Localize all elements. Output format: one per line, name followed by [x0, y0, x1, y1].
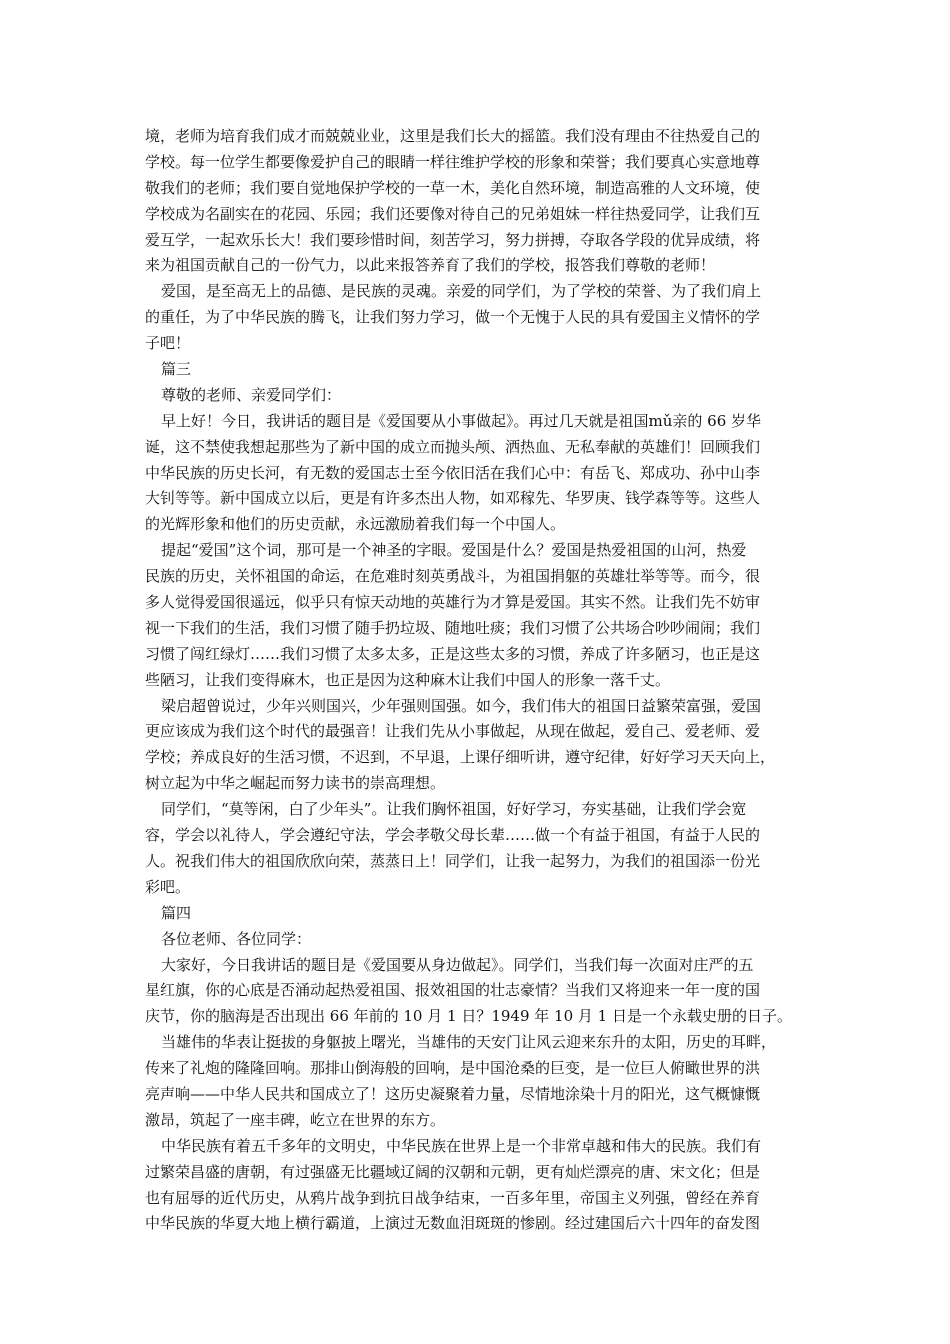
text-line: 敬我们的老师；我们要自觉地保护学校的一草一木，美化自然环境，制造高雅的人文环境，使 [145, 178, 761, 197]
text-line: 来为祖国贡献自己的一份气力，以此来报答养育了我们的学校，报答我们尊敬的老师！ [145, 256, 716, 275]
text-line: 些陋习，让我们变得麻木，也正是因为这种麻木让我们中国人的形象一落千丈。 [145, 670, 671, 689]
document-page [145, 124, 807, 1237]
text-line: 过繁荣昌盛的唐朝，有过强盛无比疆域辽阔的汉朝和元朝，更有灿烂漂亮的唐、宋文化；但是 [145, 1162, 761, 1181]
text-line: 的光辉形象和他们的历史贡献，永远激励着我们每一个中国人。 [145, 515, 566, 534]
text-line: 中华民族有着五千多年的文明史，中华民族在世界上是一个非常卓越和伟大的民族。我们有 [161, 1136, 762, 1155]
text-line: 诞，这不禁使我想起那些为了新中国的成立而抛头颅、洒热血、无私奉献的英雄们！回顾我们 [145, 437, 761, 456]
text-line: 容，学会以礼待人，学会遵纪守法，学会孝敬父母长辈……做一个有益于祖国，有益于人民的 [145, 826, 761, 845]
text-line: 习惯了闯红绿灯……我们习惯了太多太多，正是这些太多的习惯，养成了许多陋习，也正是这 [145, 644, 761, 663]
text-line: 子吧！ [145, 334, 191, 353]
text-line: 传来了礼炮的隆隆回响。那排山倒海般的回响，是中国沧桑的巨变，是一位巨人俯瞰世界的洪 [145, 1059, 761, 1078]
text-line: 提起“爱国”这个词，那可是一个神圣的字眼。爱国是什么？爱国是热爱祖国的山河，热爱 [161, 541, 747, 560]
text-line: 大钊等等。新中国成立以后，更是有许多杰出人物，如邓稼先、华罗庚、钱学森等等。这些人 [145, 489, 761, 508]
text-line: 树立起为中华之崛起而努力读书的崇高理想。 [145, 774, 446, 793]
text-line: 人。祝我们伟大的祖国欣欣向荣，蒸蒸日上！同学们，让我一起努力，为我们的祖国添一份光 [145, 851, 761, 870]
text-line: 中华民族的华夏大地上横行霸道，上演过无数血泪斑斑的惨剧。经过建国后六十四年的奋发图 [145, 1214, 761, 1233]
text-line: 篇四 [161, 903, 192, 922]
text-line: 中华民族的历史长河，有无数的爱国志士至今依旧活在我们心中：有岳飞、郑成功、孙中山李 [145, 463, 761, 482]
text-line: 的重任，为了中华民族的腾飞，让我们努力学习，做一个无愧于人民的具有爱国主义情怀的学 [145, 308, 761, 327]
text-line: 尊敬的老师、亲爱同学们： [161, 385, 342, 404]
text-line: 更应该成为我们这个时代的最强音！让我们先从小事做起，从现在做起，爱自己、爱老师、爱 [145, 722, 761, 741]
text-line: 视一下我们的生活，我们习惯了随手扔垃圾、随地吐痰；我们习惯了公共场合吵吵闹闹；我们 [145, 618, 761, 637]
text-line: 篇三 [161, 360, 192, 379]
text-line: 亮声响——中华人民共和国成立了！这历史凝聚着力量，尽情地涂染十月的阳光，这气概慷慨 [145, 1084, 761, 1103]
text-line: 民族的历史，关怀祖国的命运，在危难时刻英勇战斗，为祖国捐躯的英雄壮举等等。而今，很 [145, 567, 761, 586]
text-line: 多人觉得爱国很遥远，似乎只有惊天动地的英雄行为才算是爱国。其实不然。让我们先不妨审 [145, 593, 761, 612]
text-line: 庆节，你的脑海是否出现出 66 年前的 10 月 1 日？1949 年 10 月 1 日是一个永载史册的日子。 [145, 1007, 792, 1026]
text-line: 当雄伟的华表让挺拔的身躯披上曙光，当雄伟的天安门让风云迎来东升的太阳，历史的耳畔， [161, 1033, 777, 1052]
text-line: 激昂，筑起了一座丰碑，屹立在世界的东方。 [145, 1110, 446, 1129]
text-line: 学校。每一位学生都要像爱护自己的眼睛一样往维护学校的形象和荣誉；我们要真心实意地尊 [145, 152, 761, 171]
text-line: 早上好！今日，我讲话的题目是《爱国要从小事做起》。再过几天就是祖国mǔ亲的 66 岁华 [161, 411, 762, 430]
text-line: 爱互学，一起欢乐长大！我们要珍惜时间，刻苦学习，努力拼搏，夺取各学段的优异成绩，将 [145, 230, 761, 249]
text-line: 同学们，“莫等闲，白了少年头”。让我们胸怀祖国，好好学习，夯实基础，让我们学会宽 [161, 800, 747, 819]
text-line: 大家好，今日我讲话的题目是《爱国要从身边做起》。同学们，当我们每一次面对庄严的五 [161, 955, 754, 974]
text-line: 星红旗，你的心底是否涌动起热爱祖国、报效祖国的壮志豪情？当我们又将迎来一年一度的国 [145, 981, 761, 1000]
text-line: 梁启超曾说过，少年兴则国兴，少年强则国强。如今，我们伟大的祖国日益繁荣富强，爱国 [161, 696, 762, 715]
text-line: 境，老师为培育我们成才而兢兢业业，这里是我们长大的摇篮。我们没有理由不往热爱自己的 [145, 127, 761, 145]
text-line: 各位老师、各位同学： [161, 929, 312, 948]
text-line: 彩吧。 [145, 877, 191, 896]
text-line: 学校成为名副实在的花园、乐园；我们还要像对待自己的兄弟姐妹一样往热爱同学，让我们互 [145, 204, 761, 223]
text-line: 爱国，是至高无上的品德、是民族的灵魂。亲爱的同学们，为了学校的荣誉、为了我们肩上 [161, 282, 762, 301]
text-line: 学校；养成良好的生活习惯，不迟到，不早退，上课仔细听讲，遵守纪律，好好学习天天向上， [145, 748, 776, 767]
text-line: 也有屈辱的近代历史，从鸦片战争到抗日战争结束，一百多年里，帝国主义列强，曾经在养育 [145, 1188, 761, 1207]
